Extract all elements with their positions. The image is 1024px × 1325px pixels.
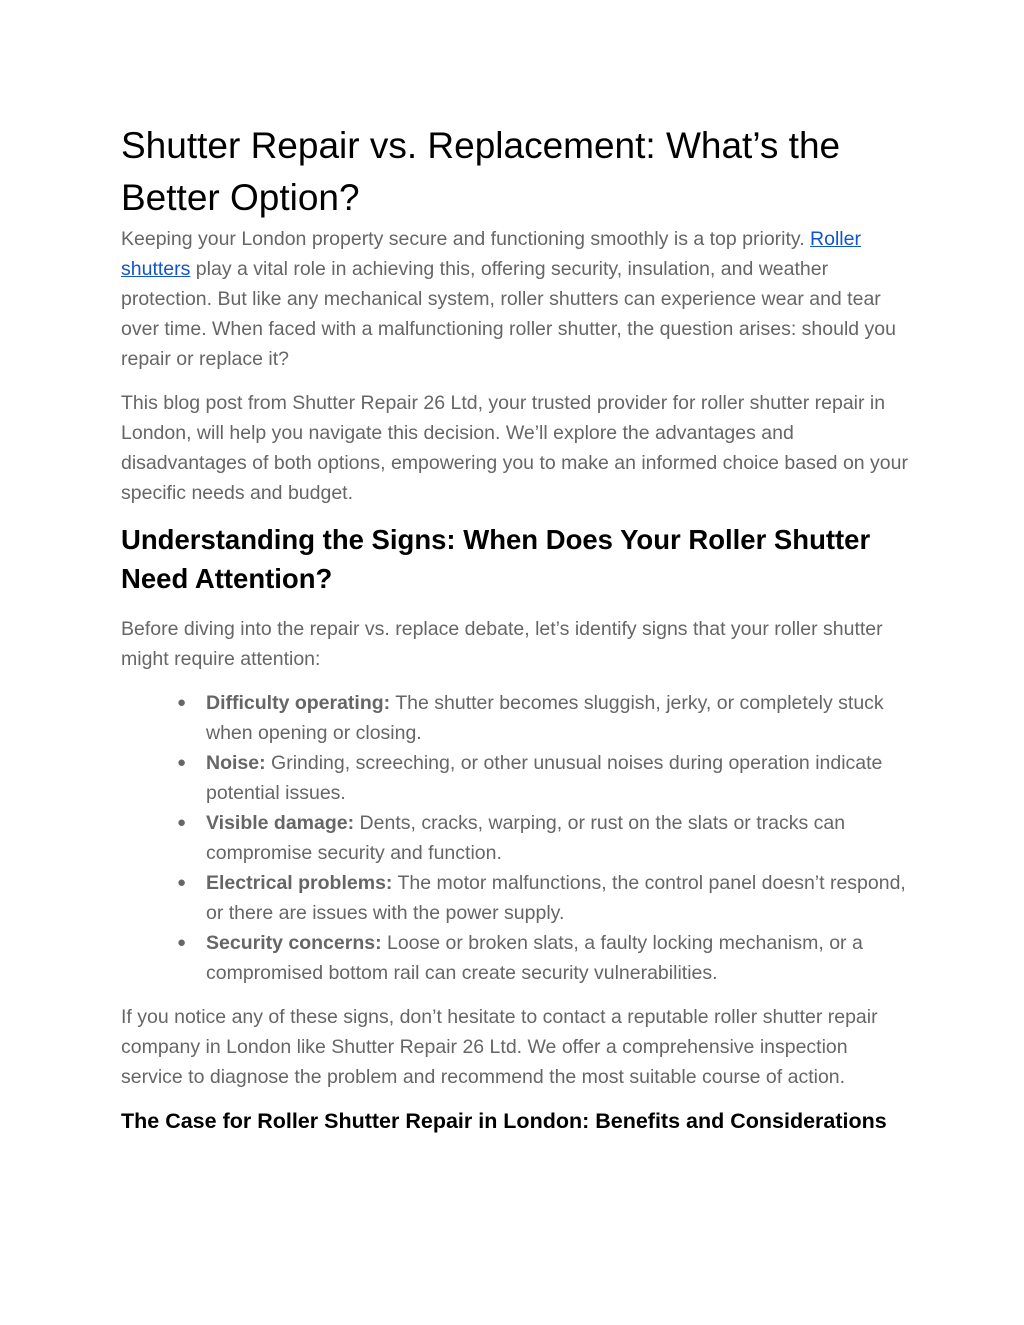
list-item bbox=[177, 808, 911, 868]
bullet-icon: ● bbox=[177, 814, 187, 831]
roller-shutters-link[interactable]: Roller shutters bbox=[121, 228, 861, 280]
list-item bbox=[177, 868, 911, 928]
bullet-icon: ● bbox=[177, 874, 187, 891]
list-item bbox=[177, 688, 911, 748]
bullet-icon: ● bbox=[177, 754, 187, 771]
list-item-label: Electrical problems: bbox=[206, 872, 393, 894]
section-1-lead: Before diving into the repair vs. replace debate, let’s identify signs that your roller shutter might require attention: bbox=[121, 618, 883, 670]
intro-text-before-link: Keeping your London property secure and functioning smoothly is a top priority. bbox=[121, 228, 811, 250]
section-1-closing: If you notice any of these signs, don’t hesitate to contact a reputable roller shutter repair company in London like Shutter Repair 26 Ltd. We offer a comprehensive inspection service to diagnose the problem and recommend the most suitable course of action. bbox=[121, 1006, 878, 1088]
intro-text-after-link: play a vital role in achieving this, offering security, insulation, and weather protection. But like any mechanical system, roller shutters can experience wear and tear over time. When faced with a malfunctioning roller shutter, the question arises: should you repair or replace it? bbox=[121, 258, 896, 370]
list-item-text: Loose or broken slats, a faulty locking mechanism, or a compromised bottom rail can create security vulnerabilities. bbox=[206, 932, 863, 984]
list-item-label: Difficulty operating: bbox=[206, 692, 391, 714]
bullet-icon: ● bbox=[177, 694, 187, 711]
signs-list bbox=[121, 688, 911, 988]
list-item bbox=[177, 748, 911, 808]
bullet-icon: ● bbox=[177, 934, 187, 951]
list-item-text: The shutter becomes sluggish, jerky, or completely stuck when opening or closing. bbox=[206, 692, 884, 744]
list-item bbox=[177, 928, 911, 988]
list-item-label: Security concerns: bbox=[206, 932, 382, 954]
list-item-text: Dents, cracks, warping, or rust on the slats or tracks can compromise security and function. bbox=[206, 812, 846, 864]
list-item-text: The motor malfunctions, the control panel doesn’t respond, or there are issues with the power supply. bbox=[206, 872, 906, 924]
document-page bbox=[121, 120, 911, 1136]
list-item-text: Grinding, screeching, or other unusual noises during operation indicate potential issues. bbox=[206, 752, 883, 804]
page-title: Shutter Repair vs. Replacement: What’s the Better Option? bbox=[121, 125, 841, 218]
section-2-heading: The Case for Roller Shutter Repair in London: Benefits and Considerations bbox=[121, 1109, 887, 1133]
intro-paragraph bbox=[121, 224, 911, 374]
section-1-heading: Understanding the Signs: When Does Your Roller Shutter Need Attention? bbox=[121, 524, 871, 594]
list-item-label: Noise: bbox=[206, 752, 266, 774]
paragraph-2: This blog post from Shutter Repair 26 Ltd, your trusted provider for roller shutter repair in London, will help you navigate this decision. We’ll explore the advantages and disadvantages of both options, empowering you to make an informed choice based on your specific needs and budget. bbox=[121, 392, 908, 504]
list-item-label: Visible damage: bbox=[206, 812, 355, 834]
